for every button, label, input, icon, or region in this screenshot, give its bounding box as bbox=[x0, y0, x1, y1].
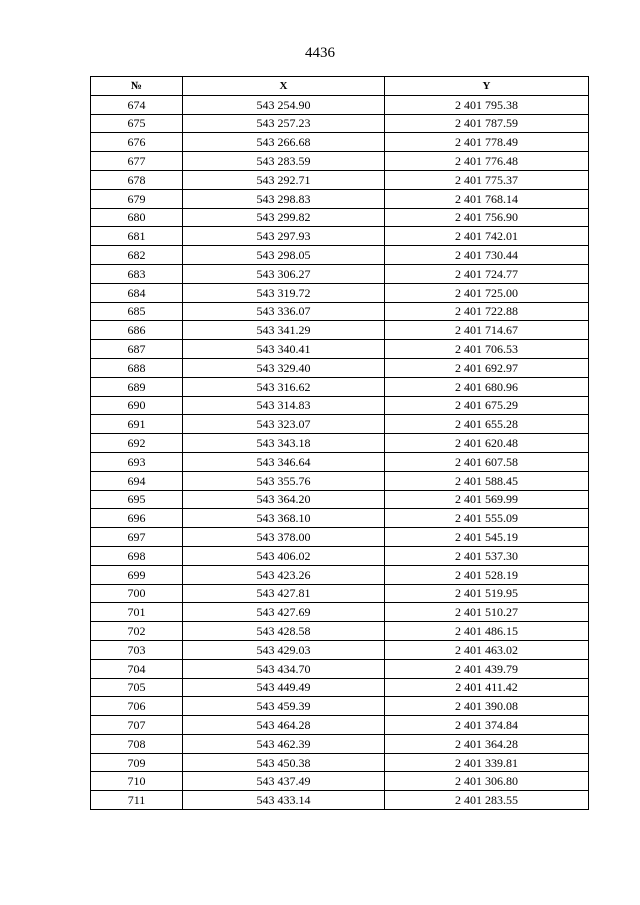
table-row bbox=[91, 584, 589, 603]
cell-number: 693 bbox=[91, 452, 183, 471]
cell-y: 2 401 510.27 bbox=[385, 603, 589, 622]
cell-y: 2 401 706.53 bbox=[385, 340, 589, 359]
cell-number: 711 bbox=[91, 791, 183, 810]
cell-number: 686 bbox=[91, 321, 183, 340]
table-row bbox=[91, 791, 589, 810]
cell-y: 2 401 588.45 bbox=[385, 471, 589, 490]
cell-x: 543 464.28 bbox=[183, 716, 385, 735]
cell-number: 681 bbox=[91, 227, 183, 246]
cell-x: 543 355.76 bbox=[183, 471, 385, 490]
cell-y: 2 401 756.90 bbox=[385, 208, 589, 227]
table-row bbox=[91, 246, 589, 265]
cell-y: 2 401 775.37 bbox=[385, 170, 589, 189]
table-row bbox=[91, 208, 589, 227]
cell-x: 543 314.83 bbox=[183, 396, 385, 415]
cell-number: 692 bbox=[91, 434, 183, 453]
cell-number: 674 bbox=[91, 95, 183, 114]
column-header-number: № bbox=[91, 77, 183, 96]
cell-x: 543 434.70 bbox=[183, 659, 385, 678]
cell-x: 543 254.90 bbox=[183, 95, 385, 114]
table-row bbox=[91, 302, 589, 321]
cell-x: 543 319.72 bbox=[183, 283, 385, 302]
cell-number: 703 bbox=[91, 640, 183, 659]
cell-x: 543 433.14 bbox=[183, 791, 385, 810]
cell-y: 2 401 787.59 bbox=[385, 114, 589, 133]
cell-number: 687 bbox=[91, 340, 183, 359]
cell-number: 688 bbox=[91, 358, 183, 377]
cell-x: 543 257.23 bbox=[183, 114, 385, 133]
cell-x: 543 299.82 bbox=[183, 208, 385, 227]
cell-x: 543 306.27 bbox=[183, 264, 385, 283]
coordinates-table bbox=[90, 76, 589, 810]
cell-x: 543 437.49 bbox=[183, 772, 385, 791]
cell-number: 696 bbox=[91, 509, 183, 528]
cell-x: 543 427.69 bbox=[183, 603, 385, 622]
cell-y: 2 401 724.77 bbox=[385, 264, 589, 283]
table-row bbox=[91, 152, 589, 171]
cell-x: 543 298.05 bbox=[183, 246, 385, 265]
cell-y: 2 401 655.28 bbox=[385, 415, 589, 434]
cell-x: 543 298.83 bbox=[183, 189, 385, 208]
table-row bbox=[91, 659, 589, 678]
cell-number: 685 bbox=[91, 302, 183, 321]
cell-x: 543 283.59 bbox=[183, 152, 385, 171]
cell-x: 543 378.00 bbox=[183, 528, 385, 547]
cell-y: 2 401 364.28 bbox=[385, 734, 589, 753]
cell-number: 702 bbox=[91, 622, 183, 641]
cell-number: 684 bbox=[91, 283, 183, 302]
table-row bbox=[91, 622, 589, 641]
cell-x: 543 336.07 bbox=[183, 302, 385, 321]
cell-y: 2 401 339.81 bbox=[385, 753, 589, 772]
cell-y: 2 401 463.02 bbox=[385, 640, 589, 659]
cell-x: 543 340.41 bbox=[183, 340, 385, 359]
table-row bbox=[91, 114, 589, 133]
cell-number: 683 bbox=[91, 264, 183, 283]
cell-number: 682 bbox=[91, 246, 183, 265]
table-row bbox=[91, 189, 589, 208]
cell-y: 2 401 722.88 bbox=[385, 302, 589, 321]
cell-x: 543 368.10 bbox=[183, 509, 385, 528]
page-number: 4436 bbox=[305, 45, 335, 61]
cell-y: 2 401 569.99 bbox=[385, 490, 589, 509]
table-row bbox=[91, 396, 589, 415]
cell-y: 2 401 390.08 bbox=[385, 697, 589, 716]
cell-y: 2 401 486.15 bbox=[385, 622, 589, 641]
cell-y: 2 401 545.19 bbox=[385, 528, 589, 547]
column-header-y: Y bbox=[385, 77, 589, 96]
table-row bbox=[91, 358, 589, 377]
cell-y: 2 401 439.79 bbox=[385, 659, 589, 678]
table-row bbox=[91, 340, 589, 359]
table-row bbox=[91, 603, 589, 622]
cell-number: 699 bbox=[91, 565, 183, 584]
column-header-x: X bbox=[183, 77, 385, 96]
cell-number: 710 bbox=[91, 772, 183, 791]
cell-number: 698 bbox=[91, 546, 183, 565]
cell-y: 2 401 607.58 bbox=[385, 452, 589, 471]
cell-y: 2 401 537.30 bbox=[385, 546, 589, 565]
table-row bbox=[91, 283, 589, 302]
table-row bbox=[91, 546, 589, 565]
table-row bbox=[91, 490, 589, 509]
table-row bbox=[91, 377, 589, 396]
cell-x: 543 292.71 bbox=[183, 170, 385, 189]
cell-y: 2 401 768.14 bbox=[385, 189, 589, 208]
cell-x: 543 346.64 bbox=[183, 452, 385, 471]
cell-x: 543 341.29 bbox=[183, 321, 385, 340]
cell-y: 2 401 730.44 bbox=[385, 246, 589, 265]
table-row bbox=[91, 640, 589, 659]
cell-x: 543 316.62 bbox=[183, 377, 385, 396]
table-row bbox=[91, 678, 589, 697]
table-row bbox=[91, 734, 589, 753]
cell-y: 2 401 620.48 bbox=[385, 434, 589, 453]
table-body bbox=[91, 95, 589, 809]
cell-number: 691 bbox=[91, 415, 183, 434]
cell-y: 2 401 519.95 bbox=[385, 584, 589, 603]
table-row bbox=[91, 753, 589, 772]
cell-x: 543 427.81 bbox=[183, 584, 385, 603]
cell-y: 2 401 725.00 bbox=[385, 283, 589, 302]
cell-number: 700 bbox=[91, 584, 183, 603]
cell-y: 2 401 374.84 bbox=[385, 716, 589, 735]
table-row bbox=[91, 697, 589, 716]
cell-y: 2 401 555.09 bbox=[385, 509, 589, 528]
cell-y: 2 401 714.67 bbox=[385, 321, 589, 340]
table-row bbox=[91, 227, 589, 246]
cell-x: 543 423.26 bbox=[183, 565, 385, 584]
table-row bbox=[91, 471, 589, 490]
cell-number: 697 bbox=[91, 528, 183, 547]
cell-number: 707 bbox=[91, 716, 183, 735]
cell-x: 543 329.40 bbox=[183, 358, 385, 377]
table-header-row bbox=[91, 77, 589, 96]
cell-y: 2 401 306.80 bbox=[385, 772, 589, 791]
cell-number: 677 bbox=[91, 152, 183, 171]
table-row bbox=[91, 772, 589, 791]
cell-y: 2 401 283.55 bbox=[385, 791, 589, 810]
cell-y: 2 401 692.97 bbox=[385, 358, 589, 377]
cell-x: 543 429.03 bbox=[183, 640, 385, 659]
cell-x: 543 450.38 bbox=[183, 753, 385, 772]
table-row bbox=[91, 509, 589, 528]
cell-x: 543 462.39 bbox=[183, 734, 385, 753]
cell-x: 543 406.02 bbox=[183, 546, 385, 565]
table-row bbox=[91, 434, 589, 453]
cell-x: 543 343.18 bbox=[183, 434, 385, 453]
cell-number: 678 bbox=[91, 170, 183, 189]
cell-x: 543 459.39 bbox=[183, 697, 385, 716]
cell-y: 2 401 776.48 bbox=[385, 152, 589, 171]
cell-x: 543 266.68 bbox=[183, 133, 385, 152]
table-row bbox=[91, 321, 589, 340]
cell-y: 2 401 528.19 bbox=[385, 565, 589, 584]
cell-x: 543 297.93 bbox=[183, 227, 385, 246]
table-row bbox=[91, 452, 589, 471]
cell-x: 543 364.20 bbox=[183, 490, 385, 509]
cell-number: 709 bbox=[91, 753, 183, 772]
cell-number: 679 bbox=[91, 189, 183, 208]
cell-x: 543 428.58 bbox=[183, 622, 385, 641]
table-row bbox=[91, 264, 589, 283]
cell-number: 689 bbox=[91, 377, 183, 396]
cell-number: 705 bbox=[91, 678, 183, 697]
cell-number: 694 bbox=[91, 471, 183, 490]
cell-number: 701 bbox=[91, 603, 183, 622]
table-row bbox=[91, 133, 589, 152]
cell-number: 708 bbox=[91, 734, 183, 753]
table-row bbox=[91, 565, 589, 584]
cell-number: 675 bbox=[91, 114, 183, 133]
cell-x: 543 323.07 bbox=[183, 415, 385, 434]
cell-number: 676 bbox=[91, 133, 183, 152]
cell-y: 2 401 742.01 bbox=[385, 227, 589, 246]
table-row bbox=[91, 415, 589, 434]
table-row bbox=[91, 170, 589, 189]
cell-number: 704 bbox=[91, 659, 183, 678]
cell-x: 543 449.49 bbox=[183, 678, 385, 697]
cell-y: 2 401 795.38 bbox=[385, 95, 589, 114]
cell-y: 2 401 411.42 bbox=[385, 678, 589, 697]
cell-number: 706 bbox=[91, 697, 183, 716]
cell-y: 2 401 675.29 bbox=[385, 396, 589, 415]
cell-number: 695 bbox=[91, 490, 183, 509]
cell-number: 690 bbox=[91, 396, 183, 415]
cell-y: 2 401 778.49 bbox=[385, 133, 589, 152]
table-row bbox=[91, 95, 589, 114]
table-row bbox=[91, 716, 589, 735]
table-row bbox=[91, 528, 589, 547]
cell-y: 2 401 680.96 bbox=[385, 377, 589, 396]
cell-number: 680 bbox=[91, 208, 183, 227]
